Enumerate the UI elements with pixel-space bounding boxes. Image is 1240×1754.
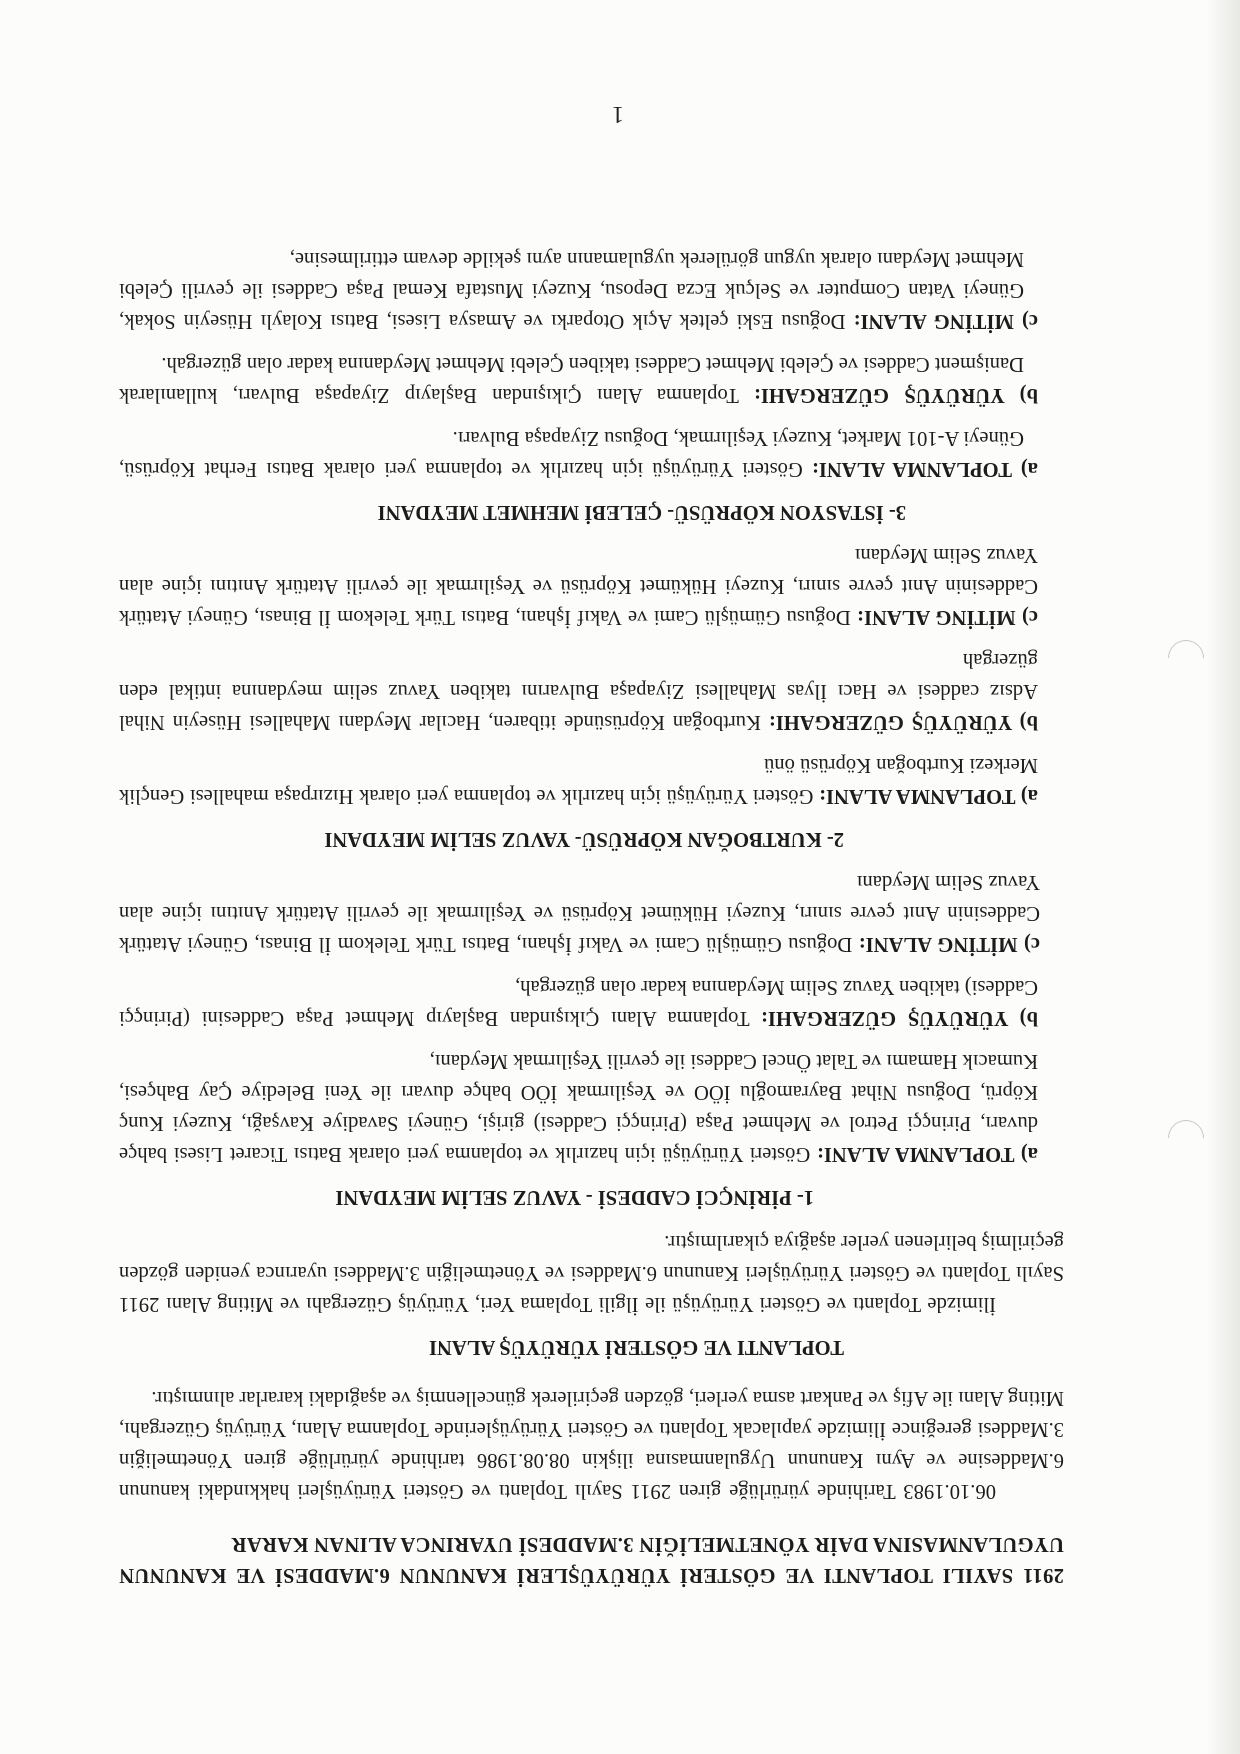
section-2-item-b — [119, 644, 1064, 737]
page-number: 1 — [612, 101, 624, 127]
section-1-item-b-label: b) YÜRÜYÜŞ GÜZERGAHI: — [761, 1007, 1038, 1029]
section-2-item-c-text: Doğusu Gümüşlü Cami ve Vakıf İşhanı, Batısı Türk Telekom İl Binası, Güneyi Atatürk Caddesinin Anıt çevre sınırı, Kuzeyi Hükümet Köprüsü ve Yeşilırmak ile çevrili Atatürk Anıtını içine alan Yavuz Selim Meydanı — [119, 544, 1038, 628]
document-title: 2911 SAYILI TOPLANTI VE GÖSTERİ YÜRÜYÜŞLERİ KANUNUN 6.MADDESİ VE KANUNUN UYGULANMASINA DAİR YÖNETMELİĞİN 3.MADDESİ UYARINCA ALINAN KARAR — [119, 1533, 1064, 1586]
section-3-heading: 3- İSTASYON KÖPRÜSÜ- ÇELEBİ MEHMET MEYDANI — [377, 501, 906, 523]
scan-edge-shadow — [1206, 0, 1240, 1754]
section-2-item-b-label: b) YÜRÜYÜŞ GÜZERGAHI: — [768, 711, 1038, 733]
section-1-item-b-text: Toplanma Alanı Çıkışından Başlayıp Mehmet Paşa Caddesini (Pirinççi Caddesi) takiben Yavuz Selim Meydanına kadar olan güzergah, — [119, 976, 1038, 1029]
section-1-item-a-label: a) TOPLANMA ALANI: — [816, 1143, 1038, 1165]
section-3-item-c-label: c) MİTİNG ALANI: — [853, 310, 1038, 332]
section-3-item-a-text: Gösteri Yürüyüşü için hazırlık ve toplanma yeri olarak Batısı Ferhat Köprüsü, Güneyi A-101 Market, Kuzeyi Yeşilırmak, Doğusu Ziyapaşa Bulvarı. — [119, 427, 1024, 480]
section-1-item-c — [119, 866, 1064, 959]
section-2-item-c-label: c) MİTİNG ALANI: — [857, 606, 1038, 628]
section-1-item-a — [119, 1045, 1064, 1169]
section-2-item-a-label: a) TOPLANMA ALANI: — [819, 785, 1038, 807]
section-3-item-a — [119, 422, 1064, 484]
section-1-heading: 1- PİRİNÇCİ CADDESİ - YAVUZ SELİM MEYDANI — [335, 1186, 814, 1208]
punch-hole-bottom — [1161, 633, 1212, 684]
section-3-item-b-text: Toplanma Alanı Çıkışından Başlayıp Ziyapaşa Bulvarı, kullanılarak Danişment Caddesi ve Çelebi Mehmet Caddesi takiben Çelebi Mehmet Meydanına kadar olan güzergah. — [118, 353, 1024, 406]
punch-holes — [1144, 0, 1204, 1754]
punch-hole-top — [1161, 1113, 1212, 1164]
main-section-heading: TOPLANTI VE GÖSTERİ YÜRÜYÜŞ ALANI — [428, 1336, 844, 1358]
section-2-item-a — [119, 749, 1064, 811]
section-3-item-c — [119, 243, 1064, 336]
intro-paragraph: 06.10.1983 Tarihinde yürürlüğe giren 2911 Sayılı Toplantı ve Gösteri Yürüyüşleri hakkındaki kanunun 6.Maddesine ve Aynı Kanunun Uygulanmasına ilişkin 08.08.1986 tarihinde yürürlüğe giren Yönetmeliğin 3.Maddesi gereğince İlimizde yapılacak Toplantı ve Gösteri Yürüyüşlerinde Toplanma Alanı, Yürüyüş Güzergahı, Miting Alanı ile Afiş ve Pankart asma yerleri, gözden geçirilerek güncellenmiş ve aşağıdaki kararlar alınmıştır. — [119, 1387, 1064, 1502]
document-body — [119, 231, 1064, 1590]
main-section-paragraph: İlimizde Toplantı ve Gösteri Yürüyüşü ile İlgili Toplama Yeri, Yürüyüş Güzergahı ve Miting Alanı 2911 Sayılı Toplantı ve Gösteri Yürüyüşleri Kanunun 6.Maddesi ve Yönetmeliğin 3.Maddesi uyarınca yeniden gözden geçirilmiş belirlenen yerler aşağıya çıkarılmıştır. — [119, 1231, 1064, 1315]
section-1-item-a-text: Gösteri Yürüyüşü için hazırlık ve toplanma yeri olarak Batısı Ticaret Lisesi bahçe duvarı, Pirinççi Petrol ve Mehmet Paşa (Pirinççi Caddesi) girişi, Güneyi Savadiye Kavşağı, Kuzeyi Kunç Köprü, Doğusu Nihat Bayramoğlu İÖO ve Yeşilırmak İÖO bahçe duvarı ile Yeni Belediye Çay Bahçesi, Kumacık Hamamı ve Talat Öncel Caddesi ile çevrili Yeşilırmak Meydanı, — [119, 1050, 1038, 1165]
section-3-item-c-text: Doğusu Eski çeltek Açık Otoparkı ve Amasya Lisesi, Batısı Kolaylı Hüseyin Sokak, Güneyi Vatan Computer ve Selçuk Ecza Deposu, Kuzeyi Mustafa Kemal Paşa Caddesi ile çevrili Çelebi Mehmet Meydanı olarak uygun görülerek uygulamanın aynı şekilde devam ettirilmesine, — [119, 248, 1024, 332]
section-2-heading: 2- KURTBOĞAN KÖPRÜSÜ- YAVUZ SELİM MEYDANI — [324, 828, 844, 850]
section-3-item-b — [119, 348, 1064, 410]
section-1-item-b — [119, 971, 1064, 1033]
section-2-item-a-text: Gösteri Yürüyüşü için hazırlık ve toplanma yeri olarak Hızırpaşa mahallesi Gençlik Merkezi Kurtboğan Köprüsü önü — [119, 754, 1038, 807]
section-2-item-b-text: Kurtboğan Köprüsünde itibaren, Hacılar Meydanı Mahallesi Hüseyin Nihal Adsız caddesi ve Hacı İlyas Mahallesi Ziyapaşa Bulvarını takiben Yavuz selim meydanına intikal eden güzergah — [118, 649, 1038, 733]
section-3-item-b-label: b) YÜRÜYÜŞ GÜZERGAHI: — [753, 384, 1038, 406]
section-2-item-c — [119, 539, 1064, 632]
section-1-item-c-label: c) MİTİNG ALANI: — [858, 933, 1040, 955]
section-1-item-c-text: Doğusu Gümüşlü Cami ve Vakıf İşhanı, Batısı Türk Telekom İl Binası, Güneyi Atatürk Caddesinin Anıt çevre sınırı, Kuzeyi Hükümet Köprüsü ve Yeşilırmak ile çevrili Atatürk Anıtını içine alan Yavuz Selim Meydanı — [119, 871, 1040, 955]
section-3-item-a-label: a) TOPLANMA ALANI: — [812, 458, 1038, 480]
